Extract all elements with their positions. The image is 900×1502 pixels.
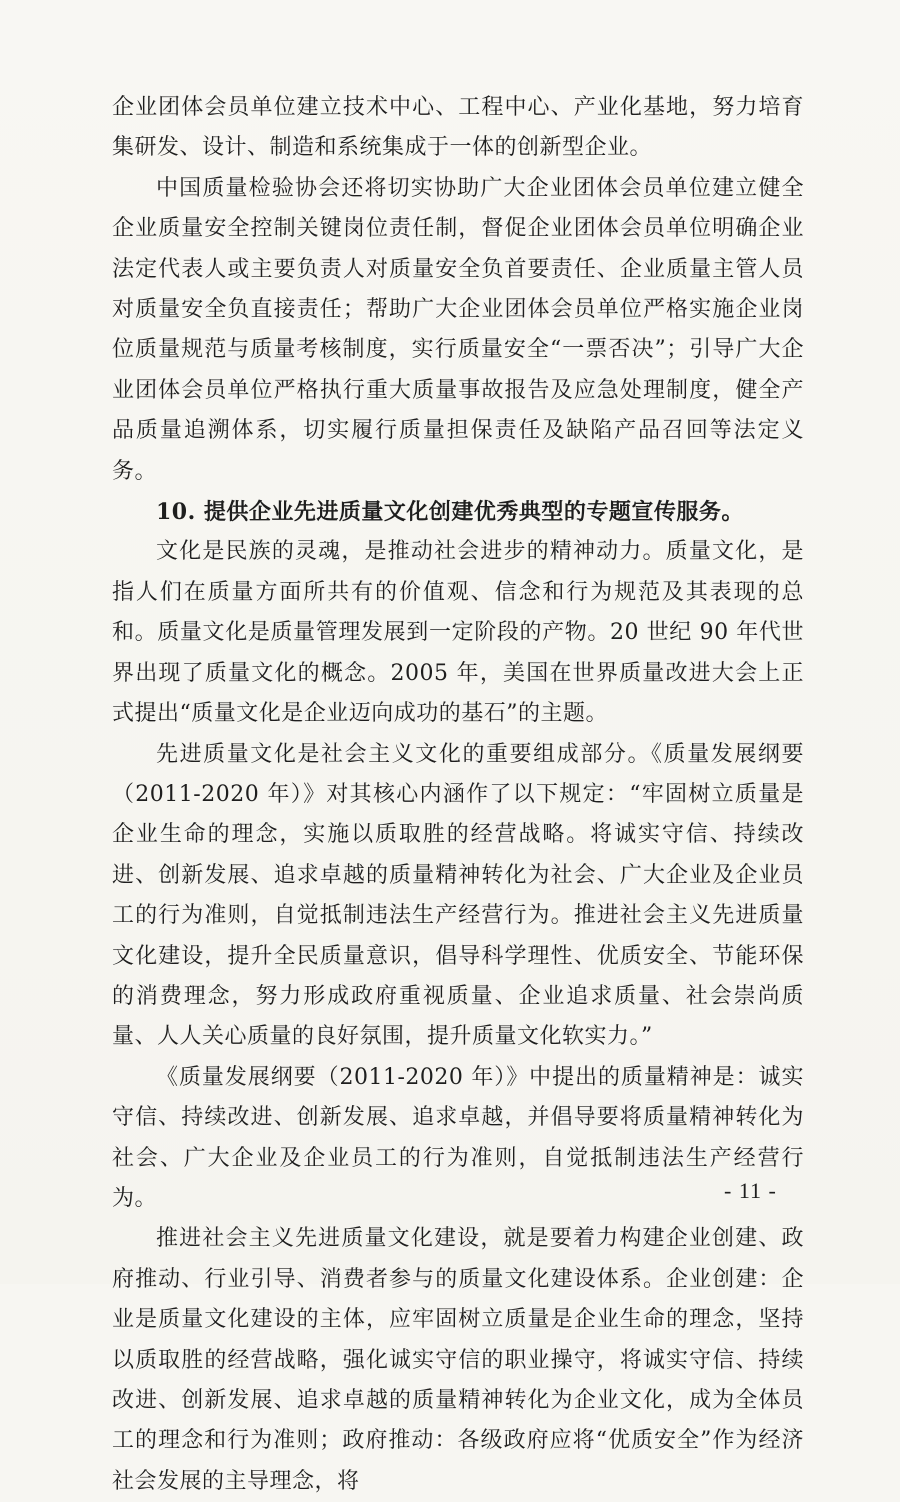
paragraph-2: 中国质量检验协会还将切实协助广大企业团体会员单位建立健全企业质量安全控制关键岗位责任制，督促企业团体会员单位明确企业法定代表人或主要负责人对质量安全负首要责任、企业质量主管人员对质量安全负直接责任；帮助广大企业团体会员单位严格实施企业岗位质量规范与质量考核制度，实行质量安全“一票否决”；引导广大企业团体会员单位严格执行重大质量事故报告及应急处理制度，健全产品质量追溯体系，切实履行质量担保责任及缺陷产品召回等法定义务。	[112, 175, 804, 484]
paragraph-5: 《质量发展纲要（2011-2020 年）》中提出的质量精神是：诚实守信、持续改进、创新发展、追求卓越，并倡导要将质量精神转化为社会、广大企业及企业员工的行为准则，自觉抵制违法生产经营行为。	[112, 1064, 804, 1211]
paragraph-3: 文化是民族的灵魂，是推动社会进步的精神动力。质量文化，是指人们在质量方面所共有的价值观、信念和行为规范及其表现的总和。质量文化是质量管理发展到一定阶段的产物。20 世纪 90 年代世界出现了质量文化的概念。2005 年，美国在世界质量改进大会上正式提出“质量文化是企业迈向成功的基石”的主题。	[112, 539, 804, 727]
page-number: - 11 -	[724, 1178, 777, 1203]
paragraph-6: 推进社会主义先进质量文化建设，就是要着力构建企业创建、政府推动、行业引导、消费者参与的质量文化建设体系。企业创建：企业是质量文化建设的主体，应牢固树立质量是企业生命的理念，坚持以质取胜的经营战略，强化诚实守信的职业操守，将诚实守信、持续改进、创新发展、追求卓越的质量精神转化为企业文化，成为全体员工的理念和行为准则；政府推动：各级政府应将“优质安全”作为经济社会发展的主导理念，将	[112, 1226, 804, 1494]
section-heading-10: 10. 提供企业先进质量文化创建优秀典型的专题宣传服务。	[156, 499, 744, 526]
document-body	[112, 88, 804, 1502]
paragraph-4: 先进质量文化是社会主义文化的重要组成部分。《质量发展纲要（2011-2020 年）》对其核心内涵作了以下规定：“牢固树立质量是企业生命的理念，实施以质取胜的经营战略。将诚实守信、持续改进、创新发展、追求卓越的质量精神转化为社会、广大企业及企业员工的行为准则，自觉抵制违法生产经营行为。推进社会主义先进质量文化建设，提升全民质量意识，倡导科学理性、优质安全、节能环保的消费理念，努力形成政府重视质量、企业追求质量、社会崇尚质量、人人关心质量的良好氛围，提升质量文化软实力。”	[112, 741, 804, 1050]
paragraph-1: 企业团体会员单位建立技术中心、工程中心、产业化基地，努力培育集研发、设计、制造和系统集成于一体的创新型企业。	[112, 95, 804, 161]
